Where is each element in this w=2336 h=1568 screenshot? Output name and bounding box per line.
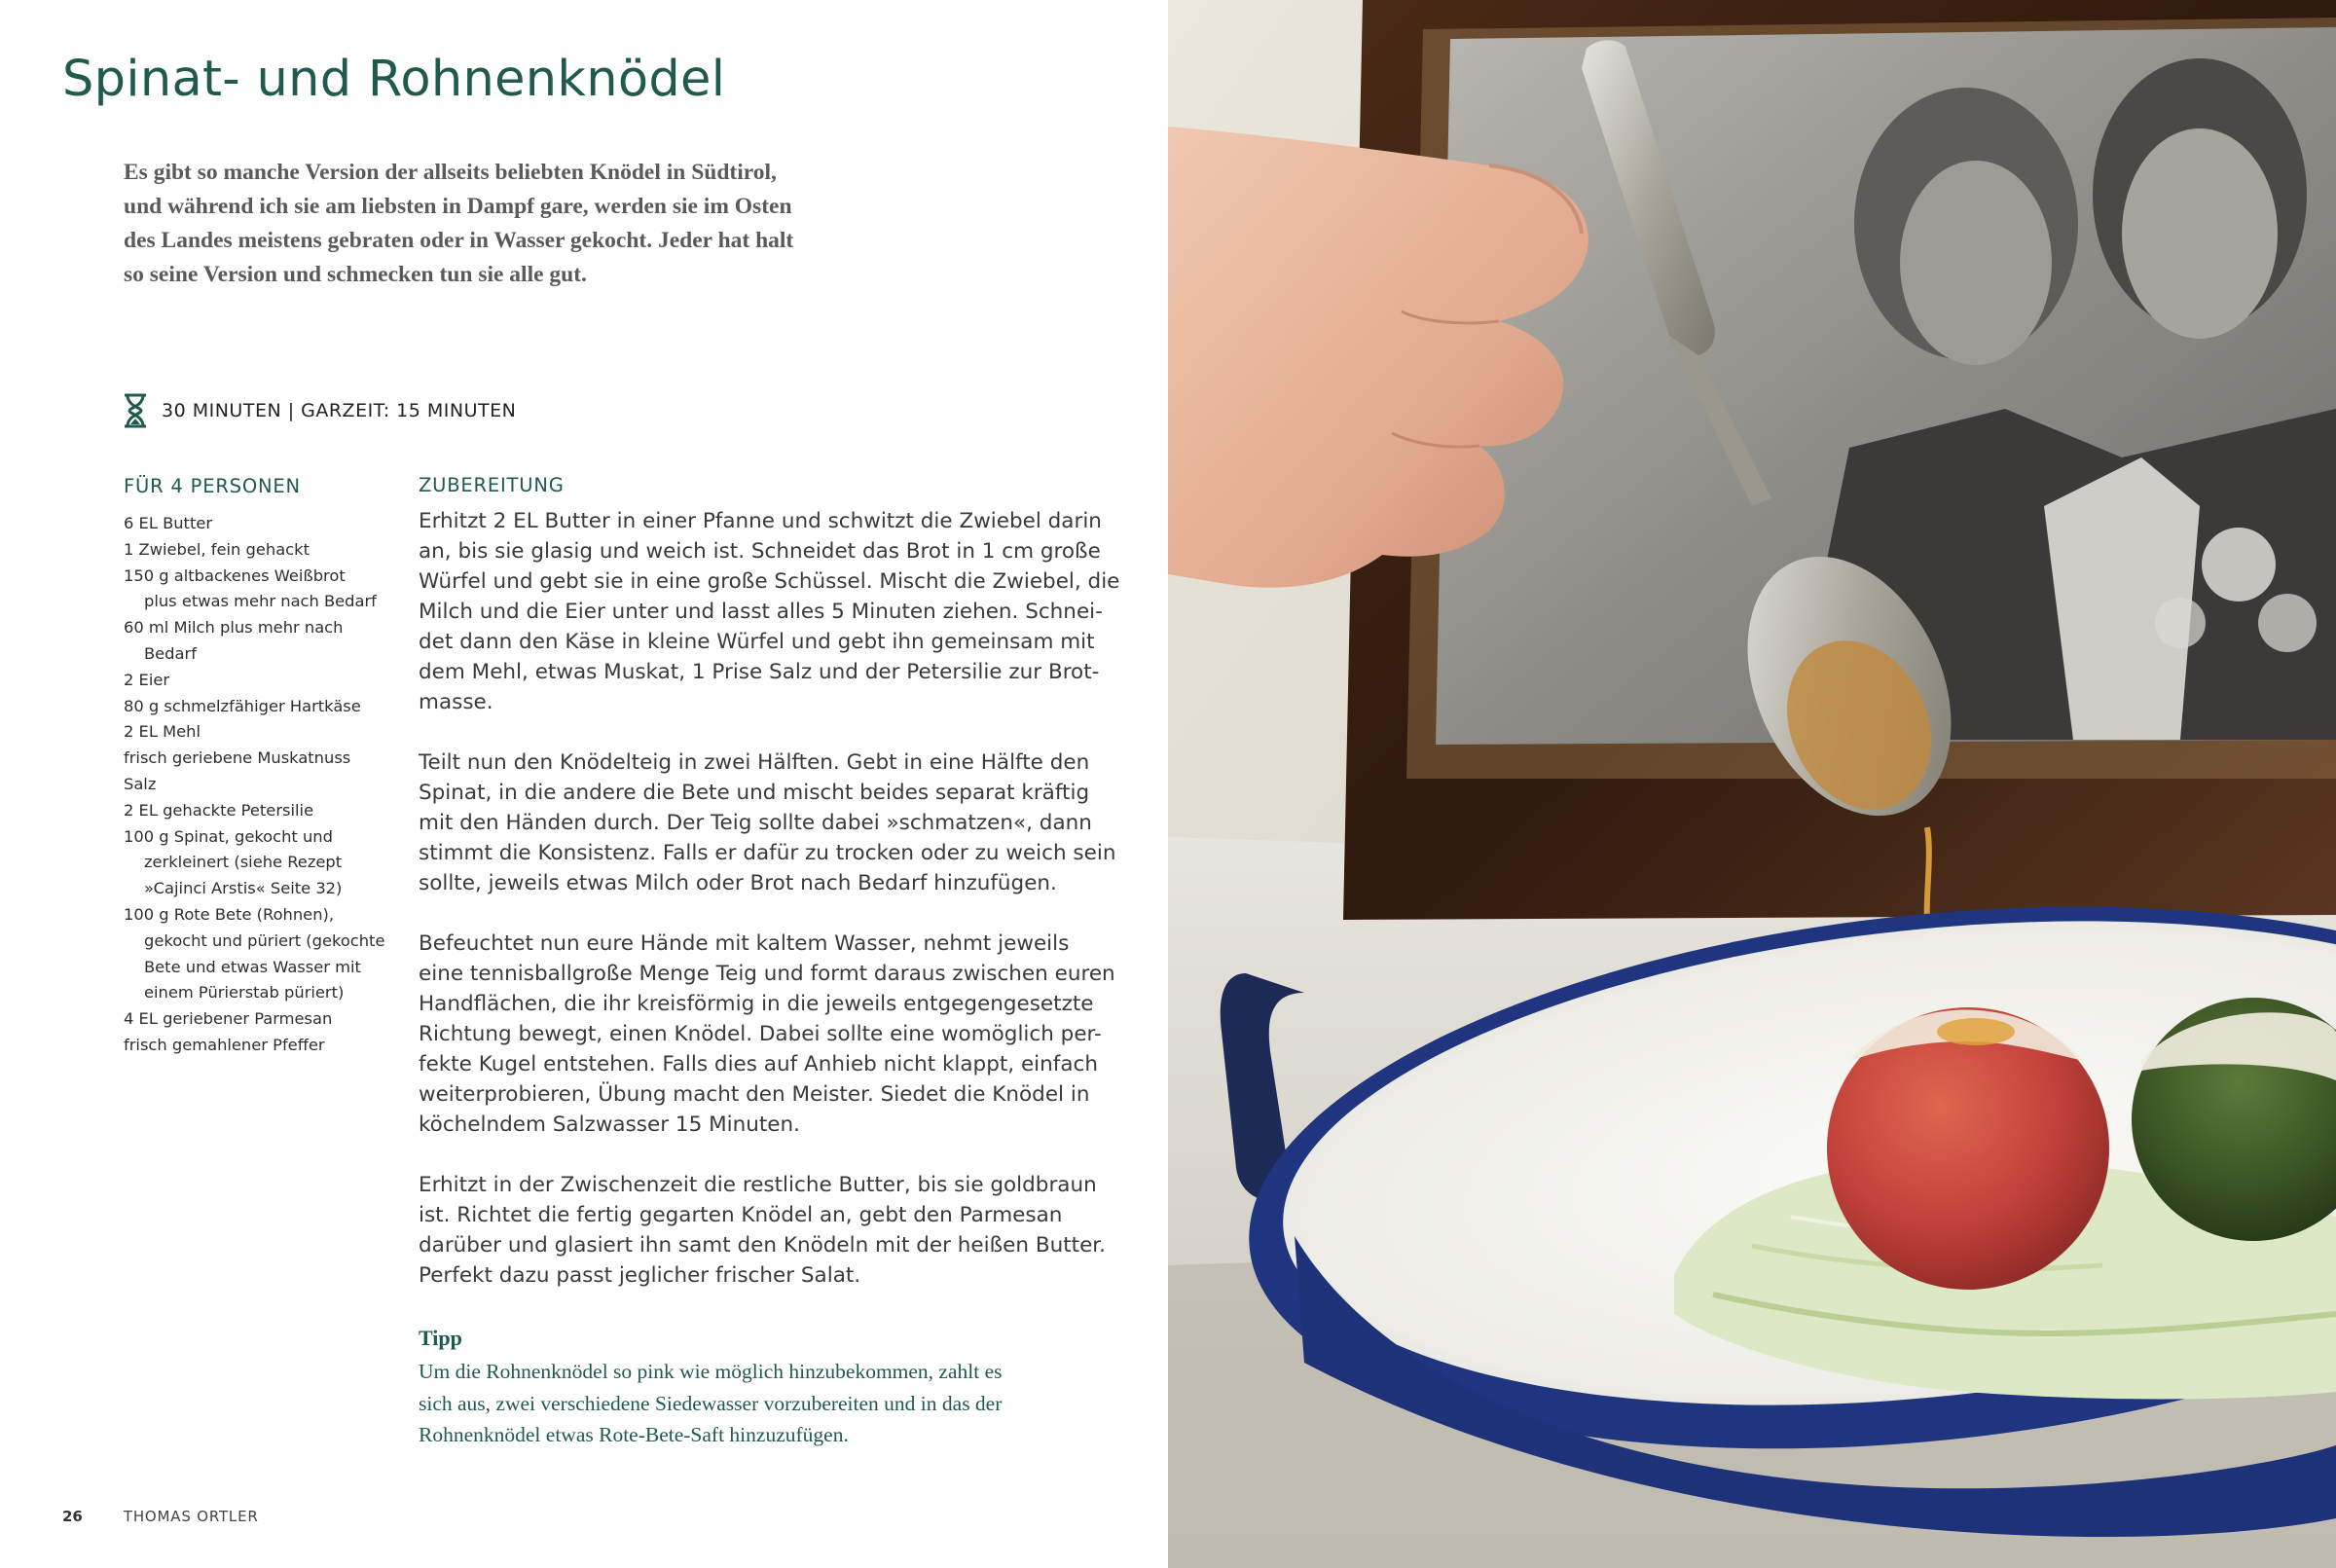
preparation-line: Befeuchtet nun eure Hände mit kaltem Wasser, nehmt jeweils (419, 931, 1070, 956)
preparation-paragraph (419, 929, 1115, 1140)
ingredient-line: frisch gemahlener Pfeffer (124, 1035, 325, 1054)
preparation-line: Handflächen, die ihr kreisförmig in die jeweils entgegengesetzte (419, 992, 1094, 1016)
ingredient-line: 80 g schmelzfähiger Hartkäse (124, 696, 361, 715)
time-info (123, 393, 516, 428)
ingredient-line: Bedarf (144, 643, 197, 663)
ingredient-line: plus etwas mehr nach Bedarf (144, 592, 377, 611)
tip-line: Um die Rohnenknödel so pink wie möglich hinzubekommen, zahlt es (419, 1360, 1003, 1383)
food-photo (1168, 0, 2336, 1568)
intro-line: Es gibt so manche Version der allseits beliebten Knödel in Südtirol, (124, 160, 777, 185)
ingredient-line: 60 ml Milch plus mehr nach (124, 618, 344, 638)
preparation-line: darüber und glasiert ihn samt den Knödeln mit der heißen Butter. (419, 1233, 1106, 1258)
preparation-line: sollte, jeweils etwas Milch oder Brot nach Bedarf hinzufügen. (419, 871, 1057, 895)
intro-text (124, 156, 834, 292)
preparation-line: Erhitzt 2 EL Butter in einer Pfanne und schwitzt die Zwiebel darin (419, 509, 1102, 533)
intro-line: so seine Version und schmecken tun sie alle gut. (124, 262, 587, 287)
intro-line: des Landes meistens gebraten oder in Wasser gekocht. Jeder hat halt (124, 228, 794, 253)
ingredients-heading: FÜR 4 PERSONEN (124, 475, 301, 497)
preparation-line: köchelndem Salzwasser 15 Minuten. (419, 1112, 800, 1137)
intro-line: und während ich sie am liebsten in Dampf gare, werden sie im Osten (124, 194, 792, 219)
tip-line: sich aus, zwei verschiedene Siedewasser vorzubereiten und in das der (419, 1391, 1003, 1415)
preparation-paragraph (419, 506, 1120, 717)
ingredient-line: 1 Zwiebel, fein gehackt (124, 539, 310, 559)
preparation-line: weiterprobieren, Übung macht den Meister. Siedet die Knödel in (419, 1082, 1090, 1107)
preparation-line: ist. Richtet die fertig gegarten Knödel an, gebt den Parmesan (419, 1203, 1063, 1227)
hourglass-icon (123, 393, 148, 428)
ingredient-line: 2 EL Mehl (124, 722, 201, 742)
ingredient-line: 2 EL gehackte Petersilie (124, 800, 314, 820)
preparation-line: dem Mehl, etwas Muskat, 1 Prise Salz und der Petersilie zur Brot- (419, 660, 1100, 684)
preparation-line: masse. (419, 690, 493, 714)
ingredient-line: 6 EL Butter (124, 514, 213, 532)
page-number: 26 (62, 1508, 83, 1525)
preparation-paragraph (419, 748, 1116, 898)
ingredient-line: einem Pürierstab püriert) (144, 983, 345, 1003)
preparation-line: Teilt nun den Knödelteig in zwei Hälften. Gebt in eine Hälfte den (419, 750, 1090, 775)
preparation-text (419, 506, 1120, 1321)
preparation-line: stimmt die Konsistenz. Falls er dafür zu trocken oder zu weich sein (419, 841, 1116, 865)
ingredient-line: 2 Eier (124, 670, 170, 689)
ingredients-list (124, 511, 396, 1059)
preparation-heading: ZUBEREITUNG (419, 474, 565, 496)
photo-illustration (1168, 0, 2336, 1568)
author-name: THOMAS ORTLER (123, 1508, 259, 1525)
preparation-line: Würfel und gebt sie in eine große Schüssel. Mischt die Zwiebel, die (419, 569, 1120, 594)
tip-heading: Tipp (419, 1326, 462, 1350)
ingredient-line: Salz (124, 774, 157, 793)
ingredient-line: Bete und etwas Wasser mit (144, 957, 361, 976)
ingredient-line: 100 g Rote Bete (Rohnen), (124, 904, 335, 924)
preparation-line: Erhitzt in der Zwischenzeit die restliche Butter, bis sie goldbraun (419, 1173, 1097, 1197)
ingredient-line: zerkleinert (siehe Rezept (144, 853, 343, 872)
ingredient-line: 4 EL geriebener Parmesan (124, 1009, 333, 1029)
preparation-line: Milch und die Eier unter und lasst alles 5 Minuten ziehen. Schnei- (419, 600, 1103, 624)
ingredient-line: 100 g Spinat, gekocht und (124, 826, 333, 846)
preparation-line: Richtung bewegt, einen Knödel. Dabei sollte eine womöglich per- (419, 1022, 1102, 1046)
preparation-line: fekte Kugel entstehen. Falls dies auf Anhieb nicht klappt, einfach (419, 1052, 1098, 1076)
ingredient-line: frisch geriebene Muskatnuss (124, 748, 351, 768)
preparation-line: Perfekt dazu passt jeglicher frischer Salat. (419, 1263, 861, 1288)
preparation-line: eine tennisballgroße Menge Teig und formt daraus zwischen euren (419, 962, 1115, 986)
preparation-line: an, bis sie glasig und weich ist. Schneidet das Brot in 1 cm große (419, 539, 1101, 564)
tip-text (419, 1356, 1080, 1451)
recipe-title: Spinat- und Rohnenknödel (62, 51, 726, 108)
preparation-paragraph (419, 1170, 1106, 1291)
tip-line: Rohnenknödel etwas Rote-Bete-Saft hinzuzufügen. (419, 1423, 849, 1446)
page-footer (62, 1508, 259, 1525)
preparation-line: det dann den Käse in kleine Würfel und gebt ihn gemeinsam mit (419, 630, 1095, 654)
ingredient-line: 150 g altbackenes Weißbrot (124, 565, 346, 585)
preparation-line: Spinat, in die andere die Bete und mischt beides separat kräftig (419, 781, 1090, 805)
ingredient-line: »Cajinci Arstis« Seite 32) (144, 879, 343, 898)
preparation-line: mit den Händen durch. Der Teig sollte dabei »schmatzen«, dann (419, 811, 1092, 835)
time-text: 30 MINUTEN | GARZEIT: 15 MINUTEN (162, 400, 517, 421)
ingredient-line: gekocht und püriert (gekochte (144, 930, 385, 950)
